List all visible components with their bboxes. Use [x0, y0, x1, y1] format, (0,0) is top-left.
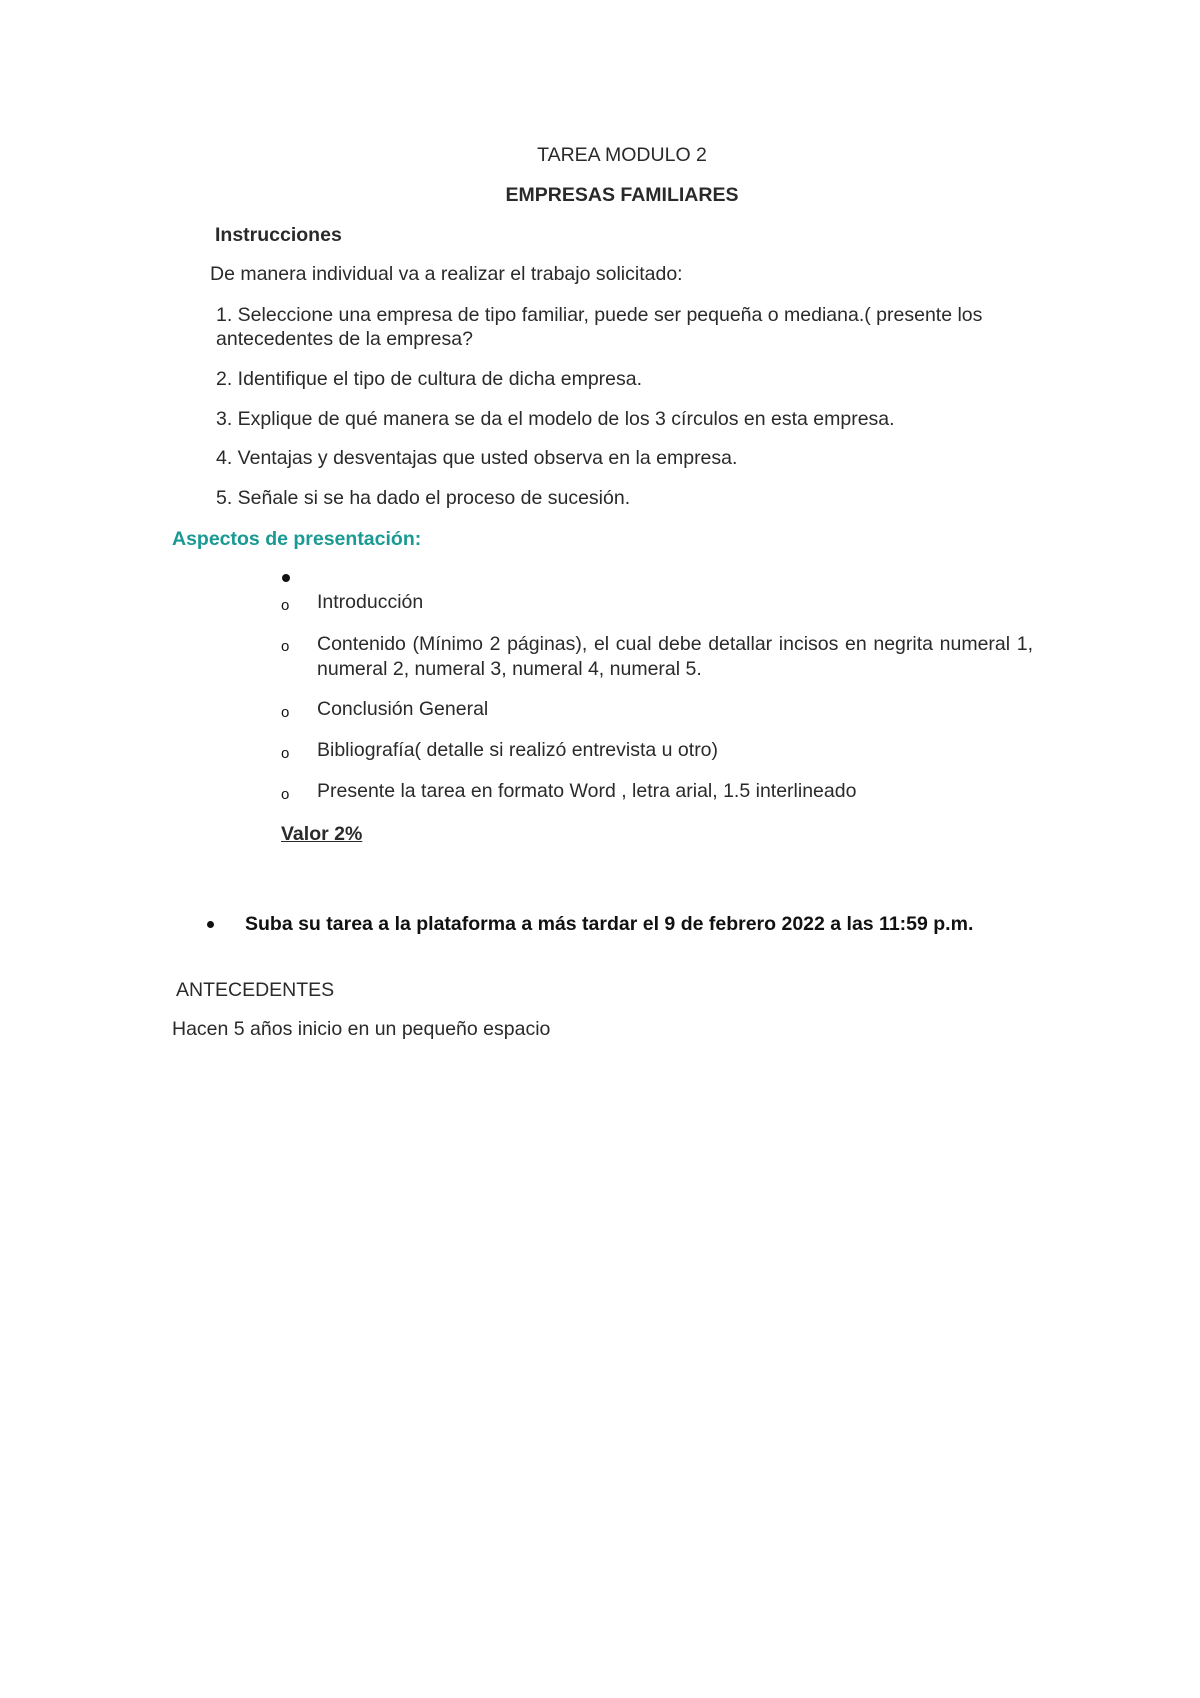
instructions-heading: Instrucciones [215, 224, 342, 246]
instruction-item-2: 2. Identifique el tipo de cultura de dicha empresa. [216, 368, 643, 390]
presentation-item-5: Presente la tarea en formato Word , letra arial, 1.5 interlineado [317, 780, 857, 802]
instruction-item-3: 3. Explique de qué manera se da el modelo de los 3 círculos en esta empresa. [216, 408, 895, 430]
document-title: TAREA MODULO 2 [537, 144, 707, 166]
sub-bullet-marker: o [281, 638, 290, 655]
document-subtitle: EMPRESAS FAMILIARES [505, 184, 739, 206]
sub-bullet-marker: o [281, 597, 290, 614]
instruction-item-4: 4. Ventajas y desventajas que usted observa en la empresa. [216, 447, 738, 469]
instructions-intro: De manera individual va a realizar el trabajo solicitado: [210, 263, 683, 285]
presentation-item-1: Introducción [317, 591, 424, 613]
presentation-item-3: Conclusión General [317, 698, 489, 720]
antecedentes-heading: ANTECEDENTES [176, 979, 335, 1001]
sub-bullet-marker: o [281, 745, 290, 762]
empty-bullet [282, 574, 290, 582]
antecedentes-text: Hacen 5 años inicio en un pequeño espacio [172, 1018, 551, 1040]
deadline-bullet [207, 921, 214, 928]
deadline-text: Suba su tarea a la plataforma a más tardar el 9 de febrero 2022 a las 11:59 p.m. [245, 913, 974, 935]
instruction-item-1: 1. Seleccione una empresa de tipo familiar, puede ser pequeña o mediana.( presente los antecedentes de la empresa? [216, 304, 983, 350]
presentation-item-4: Bibliografía( detalle si realizó entrevista u otro) [317, 739, 719, 761]
presentation-heading: Aspectos de presentación: [172, 528, 422, 550]
presentation-item-2: Contenido (Mínimo 2 páginas), el cual debe detallar incisos en negrita numeral 1, numeral 2, numeral 3, numeral 4, numeral 5. [317, 633, 1033, 680]
sub-bullet-marker: o [281, 786, 290, 803]
sub-bullet-marker: o [281, 704, 290, 721]
value-label: Valor 2% [281, 823, 363, 845]
instruction-item-5: 5. Señale si se ha dado el proceso de sucesión. [216, 487, 631, 509]
